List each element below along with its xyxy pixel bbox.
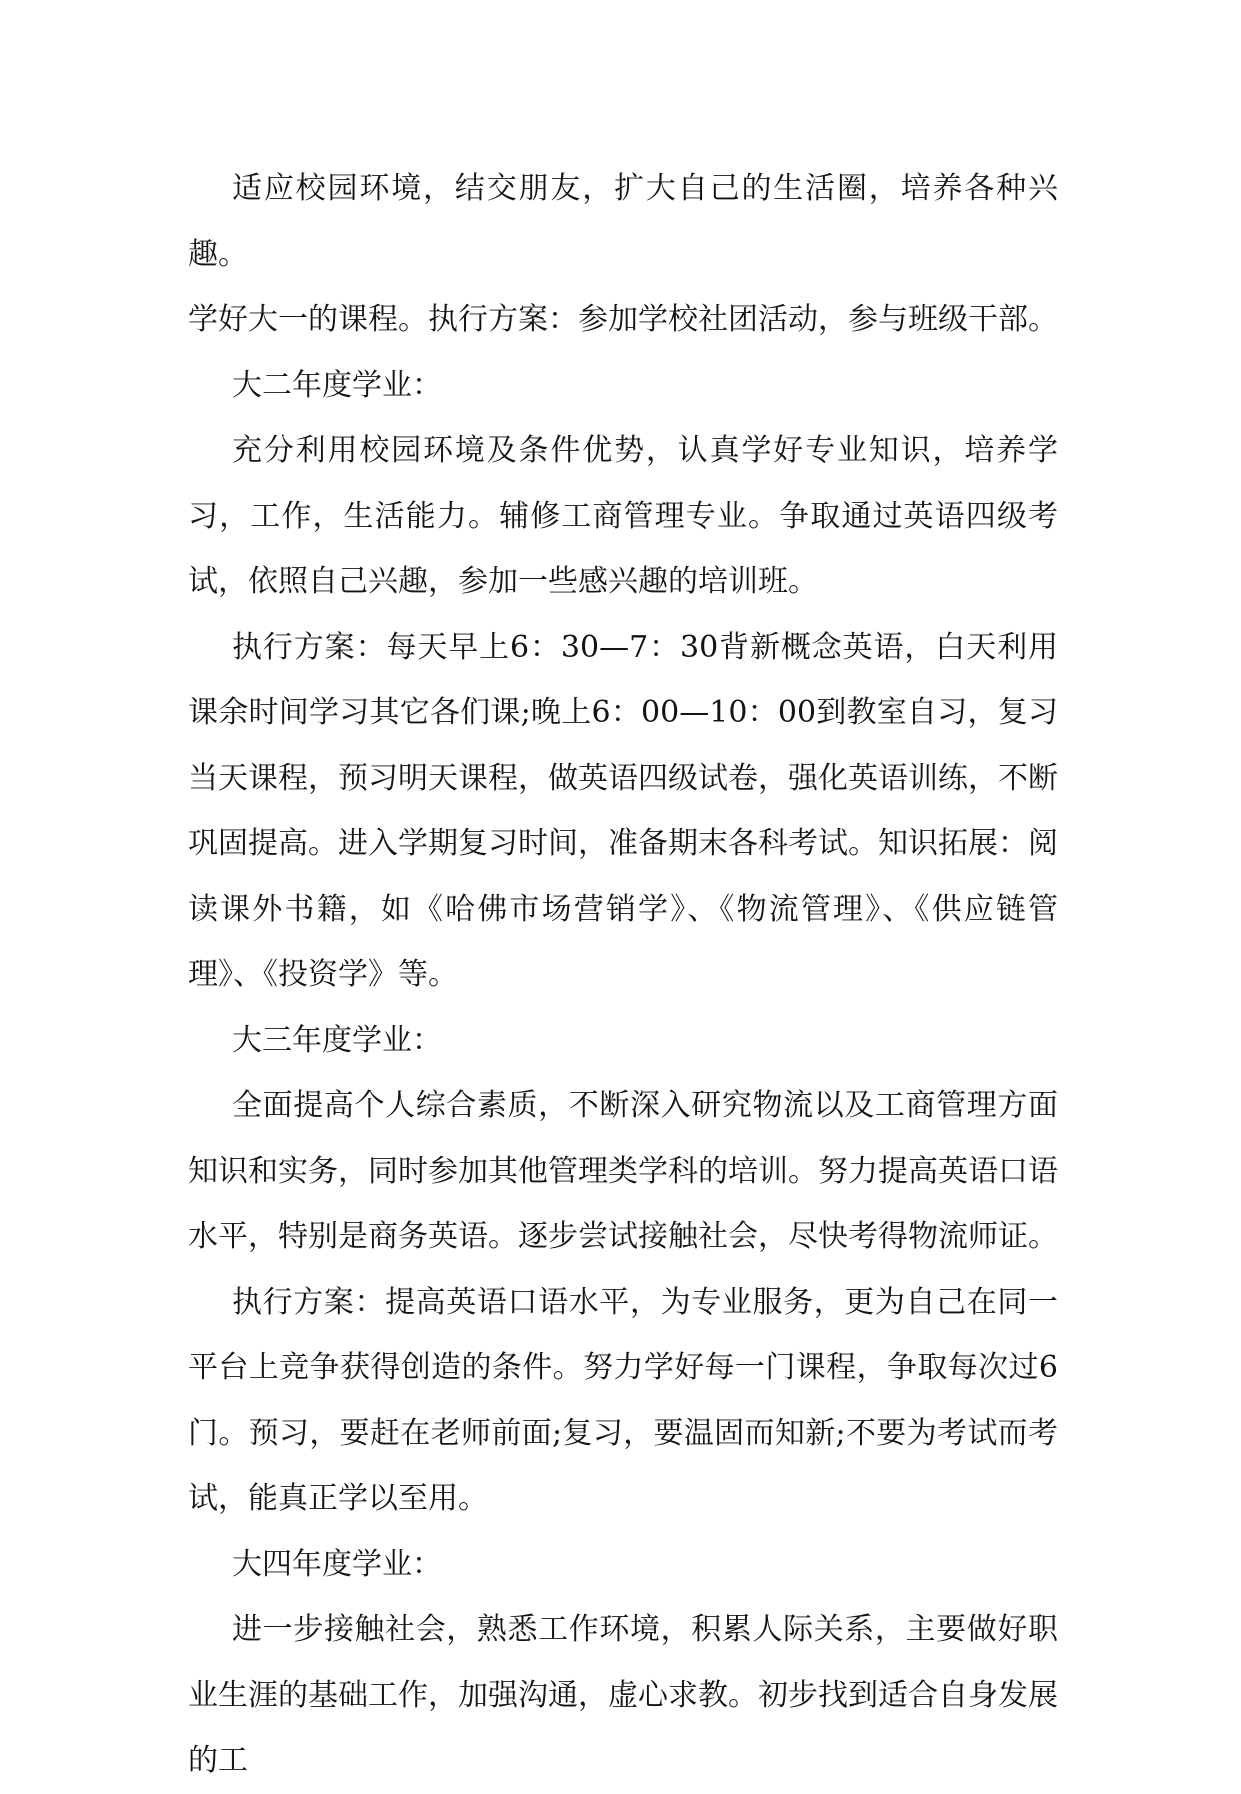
paragraph-year1-plan: 学好大一的课程。执行方案：参加学校社团活动，参与班级干部。 xyxy=(188,302,1058,337)
heading-year2: 大二年度学业： xyxy=(232,367,442,403)
document-body xyxy=(188,156,1058,1794)
paragraph-year4-goals: 进一步接触社会，熟悉工作环境，积累人际关系，主要做好职业生涯的基础工作，加强沟通，虚心求教。初步找到适合自身发展的工 xyxy=(188,1612,1058,1778)
paragraph-year2-plan: 执行方案：每天早上6：30—7：30背新概念英语，白天利用课余时间学习其它各们课;晚上6：00—10：00到教室自习，复习当天课程，预习明天课程，做英语四级试卷，强化英语训练，不断巩固提高。进入学期复习时间，准备期末各科考试。知识拓展：阅读课外书籍，如《哈佛市场营销学》、《物流管理》、《供应链管理》、《投资学》等。 xyxy=(188,629,1058,992)
paragraph-year3-plan: 执行方案：提高英语口语水平，为专业服务，更为自己在同一平台上竞争获得创造的条件。努力学好每一门课程，争取每次过6门。预习，要赶在老师前面;复习，要温固而知新;不要为考试而考试，能真正学以至用。 xyxy=(188,1284,1058,1516)
paragraph-year3-goals: 全面提高个人综合素质，不断深入研究物流以及工商管理方面知识和实务，同时参加其他管理类学科的培训。努力提高英语口语水平，特别是商务英语。逐步尝试接触社会，尽快考得物流师证。 xyxy=(188,1088,1058,1254)
paragraph-year2-goals: 充分利用校园环境及条件优势，认真学好专业知识，培养学习，工作，生活能力。辅修工商管理专业。争取通过英语四级考试，依照自己兴趣，参加一些感兴趣的培训班。 xyxy=(188,433,1058,599)
heading-year4: 大四年度学业： xyxy=(232,1546,442,1582)
paragraph-intro-year1: 适应校园环境，结交朋友，扩大自己的生活圈，培养各种兴趣。 xyxy=(188,171,1058,272)
heading-year3: 大三年度学业： xyxy=(232,1022,442,1058)
